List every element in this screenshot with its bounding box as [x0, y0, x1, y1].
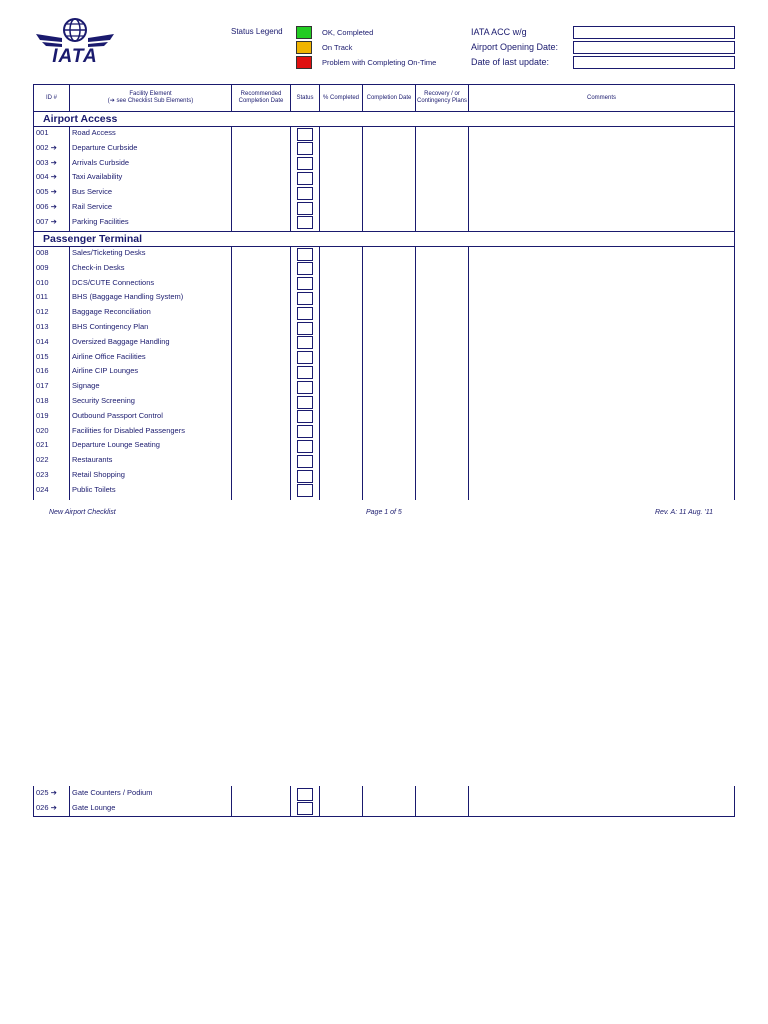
table-row [34, 786, 734, 801]
row-id: 007 ➔ [36, 216, 57, 226]
row-id: 009 [36, 262, 49, 272]
status-checkbox[interactable] [297, 351, 313, 364]
row-element: Parking Facilities [72, 216, 129, 226]
row-id: 010 [36, 277, 49, 287]
status-checkbox[interactable] [297, 366, 313, 379]
table-row [34, 246, 734, 261]
table-row [34, 394, 734, 409]
table-row [34, 468, 734, 483]
status-checkbox[interactable] [297, 381, 313, 394]
row-id: 020 [36, 425, 49, 435]
status-checkbox[interactable] [297, 440, 313, 453]
status-checkbox[interactable] [297, 277, 313, 290]
status-checkbox[interactable] [297, 142, 313, 155]
col-status: Status [296, 94, 314, 101]
row-element: BHS (Baggage Handling System) [72, 292, 184, 302]
row-id: 021 [36, 440, 49, 450]
row-element: Departure Curbside [72, 142, 138, 152]
footer-page: Page 1 of 5 [366, 509, 402, 516]
row-element: Oversized Baggage Handling [72, 336, 170, 346]
row-element: Check-in Desks [72, 262, 125, 272]
row-element: Sales/Ticketing Desks [72, 248, 146, 257]
row-id: 008 [36, 248, 49, 257]
status-checkbox[interactable] [297, 396, 313, 409]
row-id: 004 ➔ [36, 172, 57, 182]
col-comments: Comments [586, 94, 616, 101]
legend-on-track [296, 41, 352, 54]
row-id: 013 [36, 322, 49, 331]
row-id: 011 [36, 292, 48, 302]
row-element: Rail Service [72, 202, 113, 211]
status-checkbox[interactable] [297, 307, 313, 320]
row-id: 024 [36, 484, 49, 494]
row-id: 018 [36, 396, 49, 405]
status-checkbox[interactable] [297, 216, 313, 229]
opening-date-field[interactable] [573, 41, 735, 54]
row-element: Security Screening [72, 396, 135, 405]
legend-ok [296, 26, 373, 39]
row-element: Airline Office Facilities [72, 351, 146, 361]
table-row [34, 424, 734, 439]
row-element: Facilities for Disabled Passengers [72, 425, 185, 435]
table-row [34, 335, 734, 350]
table-row [34, 483, 734, 498]
row-id: 012 [36, 307, 49, 317]
status-checkbox[interactable] [297, 128, 313, 141]
row-id: 006 ➔ [36, 202, 57, 211]
table-row [34, 320, 734, 335]
section-airport-access: Airport Access [34, 111, 734, 127]
table-row [34, 185, 734, 200]
row-element: Taxi Availability [72, 172, 123, 182]
table-row [34, 453, 734, 468]
row-id: 002 ➔ [36, 142, 57, 152]
col-completion: Completion Date [366, 94, 412, 101]
table-row [34, 364, 734, 379]
table-row [34, 379, 734, 394]
row-element: DCS/CUTE Connections [72, 277, 155, 287]
status-checkbox[interactable] [297, 202, 313, 215]
table-row [34, 200, 734, 215]
status-legend-title: Status Legend [231, 27, 283, 36]
green-swatch [296, 26, 312, 39]
status-checkbox[interactable] [297, 425, 313, 438]
acc-field[interactable] [573, 26, 735, 39]
col-percent: % Completed [322, 94, 360, 101]
row-id: 001 [36, 128, 49, 137]
row-id: 014 [36, 336, 49, 346]
table-row [34, 261, 734, 276]
status-checkbox[interactable] [297, 802, 313, 815]
col-element-sub: (➔ see Checklist Sub Elements) [107, 98, 194, 104]
table-row [34, 170, 734, 185]
row-element: Baggage Reconciliation [72, 307, 151, 317]
row-element: Signage [72, 381, 100, 391]
table-row [34, 215, 734, 230]
legend-on-track-label: On Track [322, 43, 353, 52]
col-recommended: Recommended Completion Date [238, 91, 284, 104]
status-checkbox[interactable] [297, 248, 313, 261]
status-checkbox[interactable] [297, 788, 313, 801]
row-id: 005 ➔ [36, 187, 57, 197]
row-id: 016 [36, 366, 49, 376]
row-id: 025 ➔ [36, 788, 57, 797]
row-id: 023 [36, 470, 49, 479]
status-checkbox[interactable] [297, 157, 313, 170]
row-id: 022 [36, 455, 49, 465]
table-row [34, 305, 734, 320]
checklist-table-continued [33, 786, 735, 817]
acc-label: IATA ACC w/g [471, 27, 527, 37]
table-row [34, 290, 734, 305]
col-id: ID # [45, 94, 57, 101]
amber-swatch [296, 41, 312, 54]
status-checkbox[interactable] [297, 336, 313, 349]
status-checkbox[interactable] [297, 187, 313, 200]
row-id: 019 [36, 410, 49, 420]
row-id: 015 [36, 351, 49, 361]
table-row [34, 156, 734, 171]
last-update-label: Date of last update: [471, 57, 550, 67]
col-element [70, 85, 231, 111]
section-passenger-terminal: Passenger Terminal [34, 231, 734, 247]
row-element: Outbound Passport Control [72, 410, 163, 420]
legend-problem [296, 56, 436, 69]
footer-title: New Airport Checklist [49, 509, 116, 516]
status-checkbox[interactable] [297, 470, 313, 483]
logo-text: IATA [52, 46, 98, 67]
row-element: Bus Service [72, 187, 113, 197]
status-checkbox[interactable] [297, 262, 313, 275]
checklist-table [33, 84, 735, 500]
row-element: Public Toilets [72, 484, 116, 494]
table-row [34, 126, 734, 141]
legend-problem-label: Problem with Completing On-Time [322, 58, 437, 67]
table-row [34, 141, 734, 156]
row-id: 026 ➔ [36, 802, 57, 812]
status-checkbox[interactable] [297, 172, 313, 185]
row-id: 003 ➔ [36, 157, 57, 167]
row-element: Gate Counters / Podium [72, 788, 153, 797]
table-row [34, 409, 734, 424]
status-checkbox[interactable] [297, 410, 313, 423]
opening-date-label: Airport Opening Date: [471, 42, 559, 52]
last-update-field[interactable] [573, 56, 735, 69]
row-element: Road Access [72, 128, 116, 137]
row-element: Airline CIP Lounges [72, 366, 139, 376]
legend-ok-label: OK, Completed [322, 28, 374, 37]
row-element: Gate Lounge [72, 802, 116, 812]
row-element: Departure Lounge Seating [72, 440, 160, 450]
col-recovery: Recovery / or Contingency Plans [416, 91, 468, 104]
table-row [34, 438, 734, 453]
status-checkbox[interactable] [297, 484, 313, 497]
status-checkbox[interactable] [297, 322, 313, 335]
row-element: BHS Contingency Plan [72, 322, 149, 331]
row-element: Arrivals Curbside [72, 157, 130, 167]
table-row [34, 801, 734, 816]
table-row [34, 276, 734, 291]
status-checkbox[interactable] [297, 292, 313, 305]
iata-logo [34, 16, 116, 68]
row-element: Restaurants [72, 455, 113, 465]
footer-revision: Rev. A: 11 Aug. '11 [655, 509, 714, 516]
col-element-title: Facility Element [129, 91, 172, 97]
row-element: Retail Shopping [72, 470, 125, 479]
row-id: 017 [36, 381, 49, 391]
table-row [34, 350, 734, 365]
red-swatch [296, 56, 312, 69]
status-checkbox[interactable] [297, 455, 313, 468]
